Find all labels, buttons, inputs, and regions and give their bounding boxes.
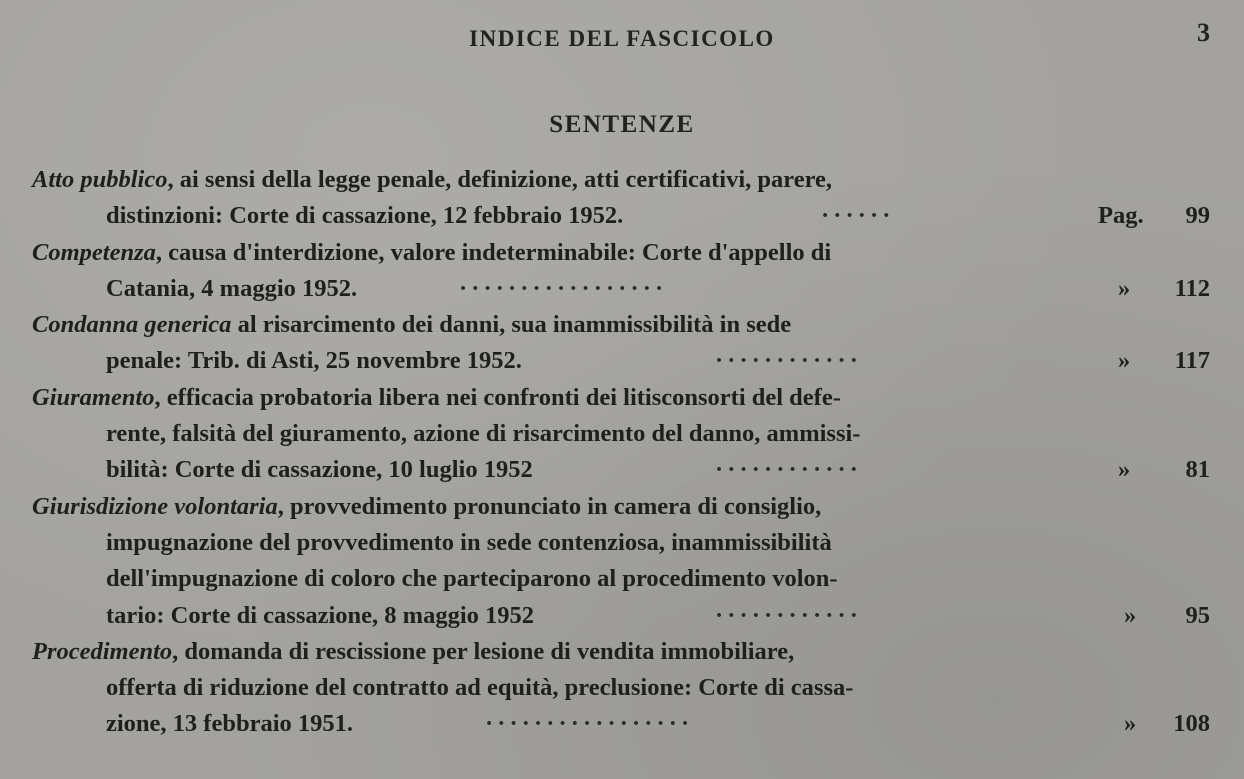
dot-leaders: . . . . . . . . . . . . <box>716 450 857 478</box>
index-entry-line <box>0 634 1244 670</box>
entry-text: , provvedimento pronunciato in camera di consiglio, <box>277 492 822 520</box>
dot-leaders: . . . . . . . . . . . . . . . . . <box>460 268 663 296</box>
dot-leaders: . . . . . . . . . . . . . . . . . <box>486 704 689 732</box>
page-reference: 108 <box>1173 710 1210 738</box>
page-reference: 95 <box>1185 601 1210 629</box>
index-entry-line <box>0 595 1244 634</box>
entry-text: impugnazione del provvedimento in sede contenziosa, inammissibilità <box>106 528 832 556</box>
entry-text: bilità: Corte di cassazione, 10 luglio 1952 <box>106 456 533 484</box>
entry-text: al risarcimento dei danni, sua inammissibilità in sede <box>231 311 792 339</box>
index-entry-line <box>0 525 1244 561</box>
page-reference: 112 <box>1174 274 1210 302</box>
entry-term: Procedimento <box>32 637 173 665</box>
page-prefix: » <box>1118 347 1131 375</box>
index-entries <box>0 162 1244 743</box>
entry-text: rente, falsità del giuramento, azione di risarcimento del danno, ammissi- <box>106 420 861 448</box>
index-entry-line <box>0 561 1244 597</box>
index-entry-line <box>0 452 1244 488</box>
page-prefix: » <box>1118 456 1131 484</box>
entry-text: , domanda di rescissione per lesione di vendita immobiliare, <box>172 637 795 665</box>
entry-text: dell'impugnazione di coloro che parteciparono al procedimento volon- <box>106 565 838 593</box>
entry-text: , ai sensi della legge penale, definizione, atti certificativi, parere, <box>167 166 833 193</box>
index-entry-line <box>0 416 1244 452</box>
index-entry-line <box>0 380 1244 416</box>
entry-term: Giuramento <box>32 383 155 411</box>
page-reference: 81 <box>1185 456 1210 484</box>
index-entry-line <box>0 162 1244 198</box>
page-prefix: » <box>1124 601 1137 629</box>
dot-leaders: . . . . . . . . . . . . <box>716 341 857 369</box>
entry-text: penale: Trib. di Asti, 25 novembre 1952. <box>106 347 522 375</box>
index-entry-line <box>0 706 1244 742</box>
entry-text: tario: Corte di cassazione, 8 maggio 1952 <box>106 601 534 629</box>
running-head: INDICE DEL FASCICOLO <box>469 26 775 51</box>
index-entry-line <box>0 489 1244 525</box>
entry-text: Catania, 4 maggio 1952. <box>106 274 358 302</box>
entry-text: offerta di riduzione del contratto ad equità, preclusione: Corte di cassa- <box>106 674 854 702</box>
page-reference: 99 <box>1185 202 1210 230</box>
entry-term: Giurisdizione volontaria <box>32 492 278 520</box>
index-entry-line <box>0 343 1244 379</box>
entry-text: distinzioni: Corte di cassazione, 12 febbraio 1952. <box>106 202 624 230</box>
entry-term: Competenza <box>32 238 156 266</box>
entry-term: Condanna generica <box>32 311 232 339</box>
dot-leaders: . . . . . . <box>822 196 890 224</box>
page-prefix: Pag. <box>1098 202 1144 230</box>
index-entry-line <box>0 307 1244 343</box>
section-title: SENTENZE <box>549 111 695 138</box>
entry-text: , efficacia probatoria libera nei confronti dei litisconsorti del defe- <box>154 383 841 411</box>
page-reference: 117 <box>1174 347 1210 375</box>
index-entry-line <box>0 198 1244 234</box>
entry-term: Atto pubblico <box>32 166 168 193</box>
dot-leaders: . . . . . . . . . . . . <box>716 595 857 623</box>
page-prefix: » <box>1124 710 1137 738</box>
page-prefix: » <box>1118 274 1131 302</box>
index-entry-line <box>0 268 1244 307</box>
entry-text: , causa d'interdizione, valore indeterminabile: Corte d'appello di <box>155 238 832 266</box>
entry-text: zione, 13 febbraio 1951. <box>106 710 354 738</box>
page-number: 3 <box>1197 18 1210 47</box>
